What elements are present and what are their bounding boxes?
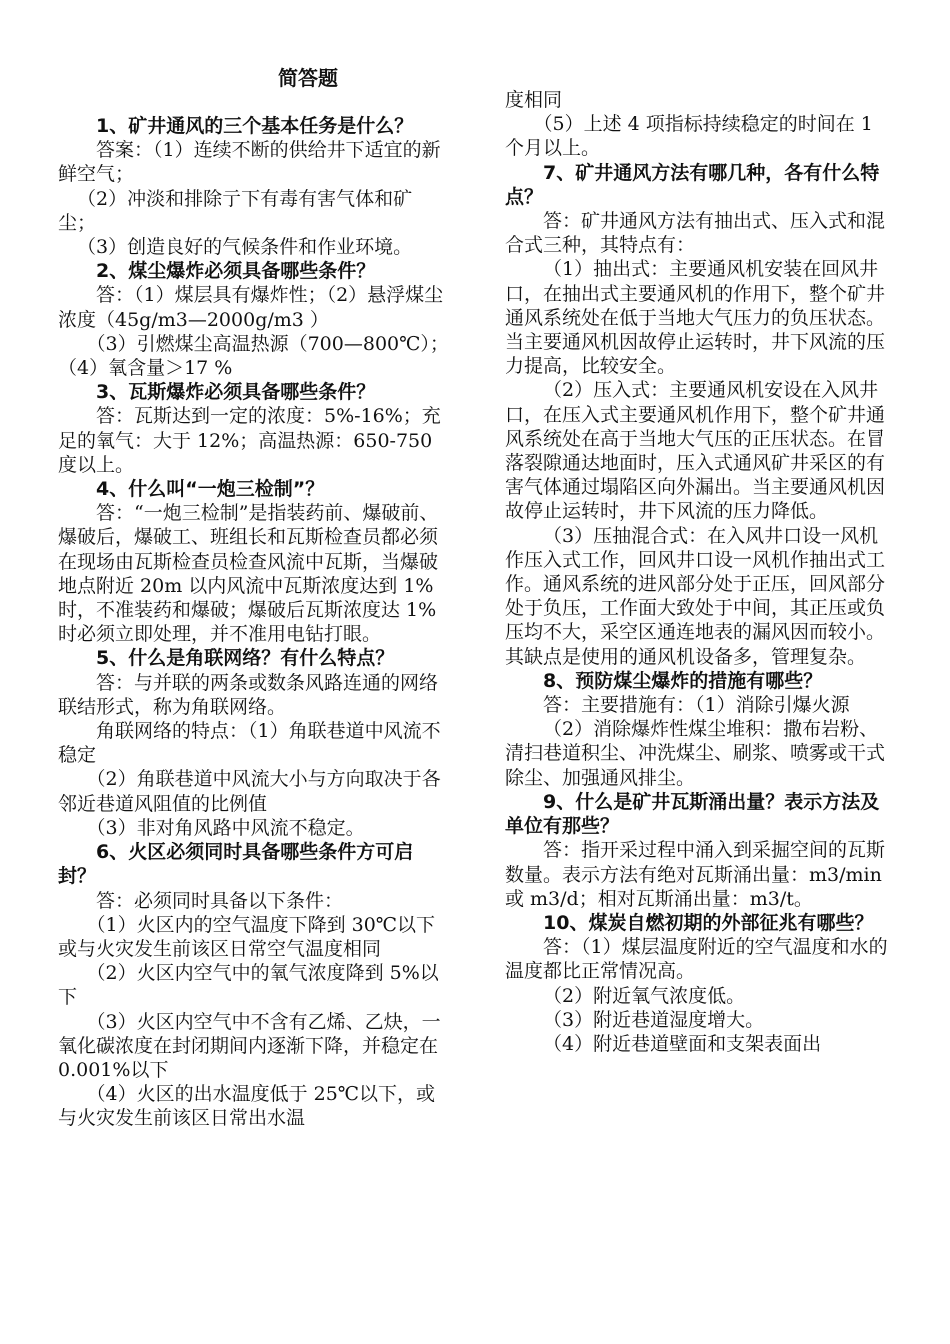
question-heading: 3、瓦斯爆炸必须具备哪些条件？ [96, 381, 376, 404]
answer-paragraph: （3）非对角风路中风流不稳定。 [86, 816, 365, 839]
page-title: 简答题 [278, 66, 338, 90]
answer-paragraph: （3）附近巷道湿度增大。 [543, 1008, 765, 1031]
answer-paragraph: 答：矿井通风方法有抽出式、压入式和混合式三种，其特点有： [505, 210, 886, 257]
answer-paragraph: 答：“一炮三检制”是指装药前、爆破前、爆破后，爆破工、班组长和瓦斯检查员都必须在现场由瓦斯检查员检查风流中瓦斯，当爆破地点附近 20m 以内风流中瓦斯浓度达到 1%时，不准装药和爆破；爆破后瓦斯浓度达 1% 时必须立即处理，并不准用电钻打眼。 [58, 502, 456, 646]
answer-paragraph: 答案：（1）连续不断的供给井下适宜的新鲜空气； [58, 139, 441, 186]
question-heading: 8、预防煤尘爆炸的措施有哪些？ [543, 669, 823, 692]
question-heading: 1、矿井通风的三个基本任务是什么？ [96, 115, 414, 137]
question-heading: 5、什么是角联网络？有什么特点？ [96, 647, 395, 670]
answer-paragraph: （2）附近氧气浓度低。 [543, 984, 746, 1007]
answer-paragraph: 答：必须同时具备以下条件： [96, 889, 344, 912]
answer-paragraph: （3）创造良好的气候条件和作业环境。 [77, 236, 413, 259]
answer-paragraph: （3）火区内空气中不含有乙烯、乙炔，一氧化碳浓度在封闭期间内逐渐下降，并稳定在 0.001%以下 [58, 1010, 441, 1081]
answer-paragraph: （3）压抽混合式：在入风井口设一风机作压入式工作，回风井口设一风机作抽出式工作。通风系统的进风部分处于正压，回风部分处于负压，工作面大致处于中间，其正压或负压均不大，采空区通连地表的漏风因而较小。其缺点是使用的通风机设备多，管理复杂。 [505, 524, 886, 668]
question-heading: 10、煤炭自燃初期的外部征兆有哪些？ [543, 911, 874, 934]
answer-paragraph: 答：（1）煤层具有爆炸性；（2）悬浮煤尘浓度（45g/m3—2000g/m3 ） [58, 284, 444, 331]
right-column [505, 88, 897, 1056]
question-heading: 4、什么叫“一炮三检制”？ [96, 478, 325, 501]
answer-paragraph: （4）火区的出水温度低于 25℃以下，或与火灾发生前该区日常出水温 [58, 1083, 436, 1130]
answer-paragraph: 答：主要措施有：（1）消除引爆火源 [543, 694, 850, 717]
answer-paragraph: （3）引燃煤尘高温热源（700—800℃）；（4）氧含量＞17 % [58, 332, 449, 380]
answer-paragraph: 答：指开采过程中涌入到采掘空间的瓦斯数量。表示方法有绝对瓦斯涌出量：m3/min 或 m3/d；相对瓦斯涌出量：m3/t。 [505, 839, 886, 910]
answer-paragraph: 答：（1）煤层温度附近的空气温度和水的温度都比正常情况高。 [505, 936, 888, 983]
question-heading: 7、矿井通风方法有哪几种，各有什么特点？ [505, 161, 880, 208]
answer-paragraph: （2）火区内空气中的氧气浓度降到 5%以下 [58, 962, 439, 1009]
answer-paragraph: （2）压入式：主要通风机安设在入风井口，在压入式主要通风机作用下，整个矿井通风系统处在高于当地大气压的正压状态。在冒落裂隙通达地面时，压入式通风矿井采区的有害气体通过塌陷区向外漏出。当主要通风机因故停止运转时，井下风流的压力降低。 [505, 379, 886, 523]
question-heading: 9、什么是矿井瓦斯涌出量？表示方法及单位有那些？ [505, 790, 880, 838]
answer-paragraph: （4）附近巷道壁面和支架表面出 [543, 1032, 822, 1055]
answer-paragraph: （1）抽出式：主要通风机安装在回风井口，在抽出式主要通风机的作用下，整个矿井通风系统处在低于当地大气压力的负压状态。当主要通风机因故停止运转时，井下风流的压力提高，比较安全。 [505, 258, 886, 378]
answer-paragraph: 角联网络的特点：（1）角联巷道中风流不稳定 [58, 720, 441, 767]
answer-paragraph: （1）火区内的空气温度下降到 30℃以下或与火灾发生前该区日常空气温度相同 [58, 913, 436, 960]
left-column [58, 114, 456, 1131]
answer-paragraph: （5）上述 4 项指标持续稳定的时间在 1 个月以上。 [505, 113, 873, 160]
answer-paragraph: 答：与并联的两条或数条风路连通的网络联结形式，称为角联网络。 [58, 671, 439, 718]
answer-paragraph: （2）消除爆炸性煤尘堆积：撒布岩粉、清扫巷道积尘、冲洗煤尘、刷浆、喷雾或干式除尘、加强通风排尘。 [505, 718, 886, 789]
answer-paragraph: （2）角联巷道中风流大小与方向取决于各邻近巷道风阻值的比例值 [58, 768, 441, 815]
question-heading: 6、火区必须同时具备哪些条件方可启封？ [58, 841, 414, 888]
answer-paragraph: 度相同 [505, 89, 563, 111]
question-heading: 2、煤尘爆炸必须具备哪些条件？ [96, 260, 376, 283]
answer-paragraph: 答：瓦斯达到一定的浓度：5%-16%；充足的氧气：大于 12%；高温热源：650-750 度以上。 [58, 405, 441, 476]
answer-paragraph: （2）冲淡和排除亍下有毒有害气体和矿尘； [58, 187, 413, 234]
